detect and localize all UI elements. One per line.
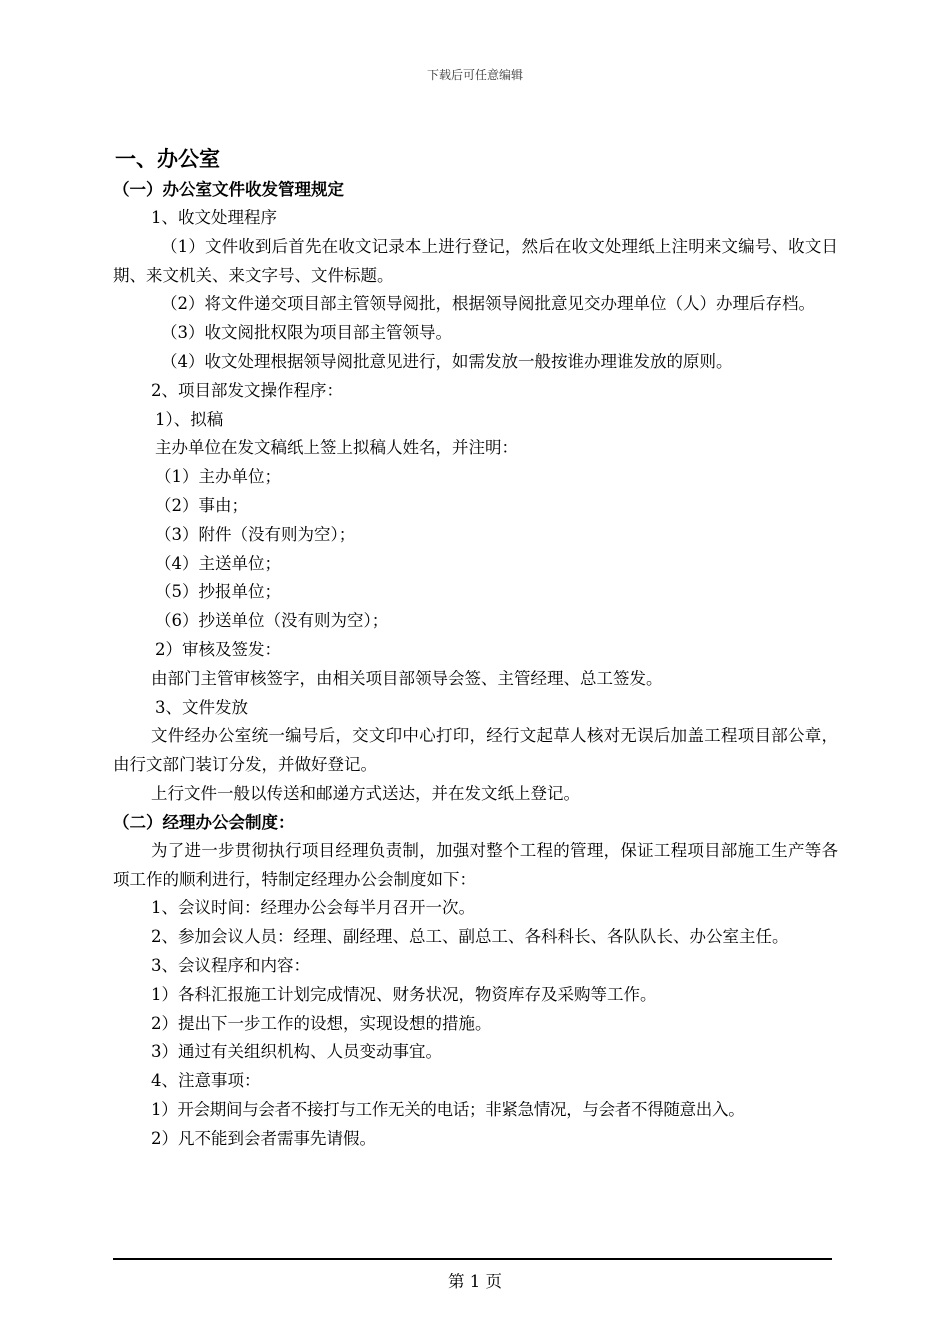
paragraph-1: （1）文件收到后首先在收文记录本上进行登记，然后在收文处理纸上注明来文编号、收文日期、来文机关、来文字号、文件标题。 — [113, 236, 838, 285]
list-item: （2）事由； — [155, 495, 248, 515]
intro-paragraph: 为了进一步贯彻执行项目经理负责制，加强对整个工程的管理，保证工程项目部施工生产等各项工作的顺利进行，特制定经理办公会制度如下： — [113, 840, 838, 889]
paragraph-2: （2）将文件递交项目部主管领导阅批，根据领导阅批意见交办理单位（人）办理后存档。 — [161, 294, 815, 314]
list-item: 3）通过有关组织机构、人员变动事宜。 — [151, 1042, 442, 1062]
subsection-title-1: （一）办公室文件收发管理规定 — [113, 180, 344, 199]
meeting-time: 1、会议时间：经理办公会每半月召开一次。 — [151, 898, 475, 918]
paragraph-3: （3）收文阅批权限为项目部主管领导。 — [161, 323, 452, 343]
subsection-title-2: （二）经理办公会制度： — [113, 812, 295, 832]
paragraph-4: （4）收文处理根据领导阅批意见进行，如需发放一般按谁办理谁发放的原则。 — [161, 351, 733, 371]
list-item: （5）抄报单位； — [155, 582, 281, 602]
meeting-agenda-heading: 3、会议程序和内容： — [151, 955, 310, 975]
sub-step-2-text: 由部门主管审核签字，由相关项目部领导会签、主管经理、总工签发。 — [151, 668, 663, 688]
step-3-paragraph-1: 文件经办公室统一编号后，交文印中心打印，经行文起草人核对无误后加盖工程项目部公章，由行文部门装订分发，并做好登记。 — [113, 726, 838, 775]
page-header-note: 下载后可任意编辑 — [426, 68, 523, 82]
list-item: （6）抄送单位（没有则为空）； — [155, 611, 389, 631]
notes-heading: 4、注意事项： — [151, 1071, 261, 1091]
page-number: 第 1 页 — [448, 1272, 502, 1291]
list-item: （3）附件（没有则为空）； — [155, 524, 356, 544]
step-3-heading: 3、文件发放 — [155, 697, 248, 717]
sub-step-2-heading: 2）审核及签发： — [155, 639, 281, 659]
footer-divider — [113, 1258, 832, 1260]
list-item: 1）各科汇报施工计划完成情况、财务状况，物资库存及采购等工作。 — [151, 984, 657, 1004]
sub-step-1-heading: 1）、拟稿 — [155, 409, 224, 429]
list-item: 1）开会期间与会者不接打与工作无关的电话；非紧急情况，与会者不得随意出入。 — [151, 1099, 745, 1119]
sub-step-1-text: 主办单位在发文稿纸上签上拟稿人姓名，并注明： — [155, 438, 518, 458]
list-item: 2）凡不能到会者需事先请假。 — [151, 1128, 376, 1148]
document-body — [113, 144, 838, 1154]
meeting-attendees: 2、参加会议人员：经理、副经理、总工、副总工、各科科长、各队队长、办公室主任。 — [151, 927, 789, 947]
section-title: 一、办公室 — [115, 147, 220, 171]
list-item: （4）主送单位； — [155, 553, 281, 573]
list-item: 2）提出下一步工作的设想，实现设想的措施。 — [151, 1013, 492, 1033]
step-1-heading: 1、收文处理程序 — [151, 208, 277, 227]
step-2-heading: 2、项目部发文操作程序： — [151, 380, 343, 400]
list-item: （1）主办单位； — [155, 467, 281, 487]
step-3-paragraph-2: 上行文件一般以传送和邮递方式送达，并在发文纸上登记。 — [151, 783, 580, 803]
